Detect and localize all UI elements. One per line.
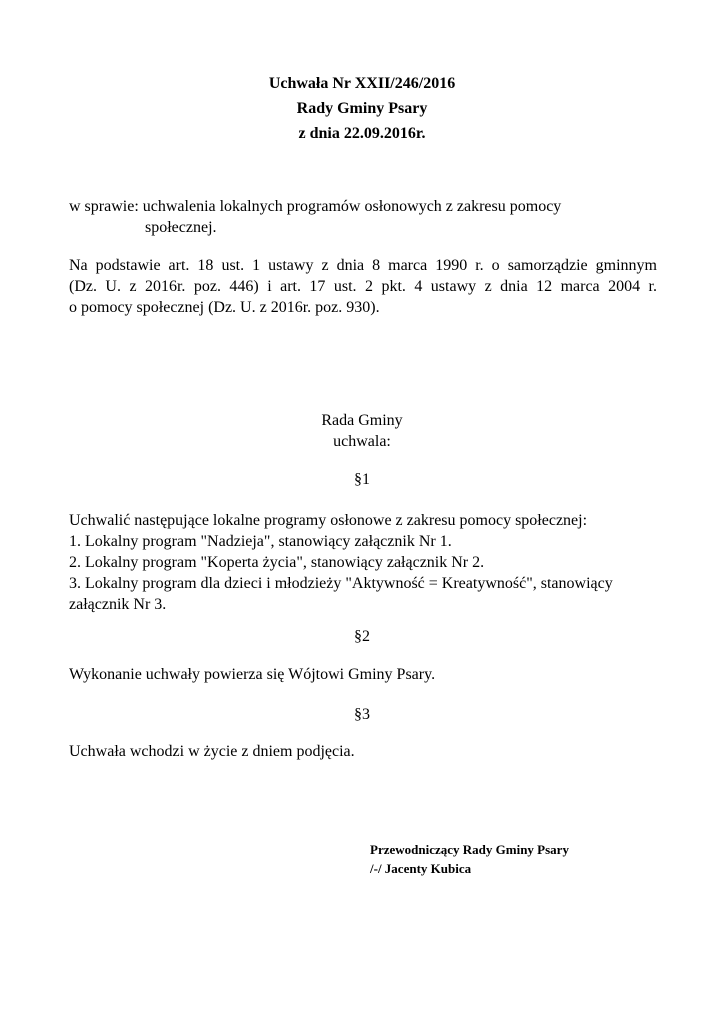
section-1-item-3: 3. Lokalny program dla dzieci i młodzieży "Aktywność = Kreatywność", stanowiący: [69, 575, 613, 592]
section-1-item-3-cont: załącznik Nr 3.: [69, 596, 167, 613]
section-3-heading: §3: [354, 706, 370, 723]
section-1-intro: Uchwalić następujące lokalne programy osłonowe z zakresu pomocy społecznej:: [69, 512, 588, 529]
subject-line-1: w sprawie: uchwalenia lokalnych programów osłonowych z zakresu pomocy: [69, 198, 562, 215]
document-header: [0, 71, 724, 146]
subject-line-2: społecznej.: [145, 219, 217, 236]
section-1-item-2: 2. Lokalny program "Koperta życia", stanowiący załącznik Nr 2.: [69, 554, 485, 571]
section-2-heading: §2: [354, 628, 370, 645]
resolution-date: z dnia 22.09.2016r.: [298, 125, 426, 142]
council-name: Rady Gminy Psary: [296, 100, 428, 117]
resolves-block: [0, 410, 724, 452]
legal-basis-line-1: Na podstawie art. 18 ust. 1 ustawy z dnia 8 marca 1990 r. o samorządzie gminnym: [69, 257, 657, 274]
section-2-text: Wykonanie uchwały powierza się Wójtowi Gminy Psary.: [69, 666, 436, 683]
legal-basis-line-2: (Dz. U. z 2016r. poz. 446) i art. 17 ust. 2 pkt. 4 ustawy z dnia 12 marca 2004 r.: [69, 278, 657, 295]
section-3-text: Uchwała wchodzi w życie z dniem podjęcia.: [69, 743, 355, 760]
section-1-body: [69, 510, 669, 615]
resolves-line-1: Rada Gminy: [321, 412, 403, 429]
signature-name: /-/ Jacenty Kubica: [370, 861, 472, 876]
subject-block: [69, 196, 657, 238]
signature-block: [370, 840, 569, 878]
signature-role: Przewodniczący Rady Gminy Psary: [370, 842, 569, 857]
resolution-title: Uchwała Nr XXII/246/2016: [268, 75, 456, 92]
legal-basis: [69, 255, 657, 318]
section-1-item-1: 1. Lokalny program "Nadzieja", stanowiący załącznik Nr 1.: [69, 533, 452, 550]
legal-basis-line-3: o pomocy społecznej (Dz. U. z 2016r. poz. 930).: [69, 299, 380, 316]
section-1-heading: §1: [354, 471, 370, 488]
resolves-line-2: uchwala:: [333, 433, 391, 450]
